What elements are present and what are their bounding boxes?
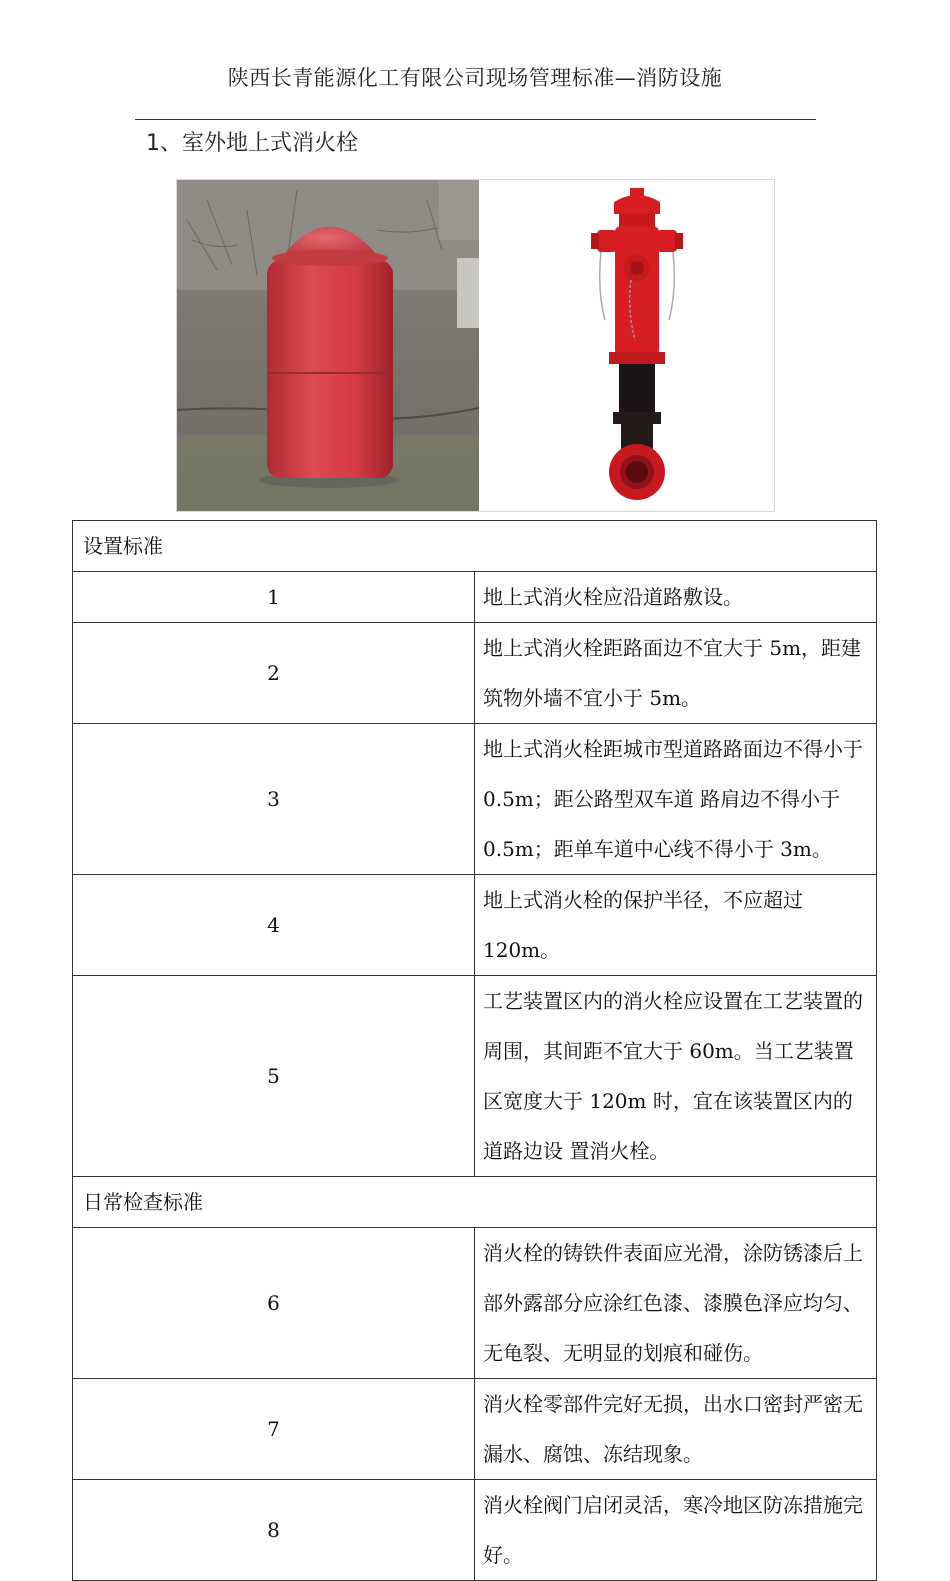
row-text: 地上式消火栓距路面边不宜大于 5m，距建筑物外墙不宜小于 5m。 xyxy=(475,623,877,724)
table-row xyxy=(73,623,877,724)
row-number: 6 xyxy=(73,1228,475,1379)
row-text: 消火栓的铸铁件表面应光滑，涂防锈漆后上部外露部分应涂红色漆、漆膜色泽应均匀、无龟裂、无明显的划痕和碰伤。 xyxy=(475,1228,877,1379)
hydrant-product-photo xyxy=(479,180,775,512)
row-number: 4 xyxy=(73,875,475,976)
row-text: 消火栓零部件完好无损，出水口密封严密无漏水、腐蚀、冻结现象。 xyxy=(475,1379,877,1480)
page-header: 陕西长青能源化工有限公司现场管理标准—消防设施 xyxy=(227,66,723,90)
row-text: 地上式消火栓距城市型道路路面边不得小于 0.5m；距公路型双车道 路肩边不得小于 0.5m；距单车道中心线不得小于 3m。 xyxy=(475,724,877,875)
row-number: 5 xyxy=(73,976,475,1177)
row-number: 7 xyxy=(73,1379,475,1480)
row-text: 消火栓阀门启闭灵活，寒冷地区防冻措施完好。 xyxy=(475,1480,877,1581)
table-row xyxy=(73,1228,877,1379)
row-number: 1 xyxy=(73,572,475,623)
table-row xyxy=(73,976,877,1177)
row-text: 工艺装置区内的消火栓应设置在工艺装置的周围，其间距不宜大于 60m。当工艺装置区宽度大于 120m 时，宜在该装置区内的道路边设 置消火栓。 xyxy=(475,976,877,1177)
hydrant-photos xyxy=(176,179,775,512)
section-title: 1、室外地上式消火栓 xyxy=(146,131,358,156)
table-row xyxy=(73,572,877,623)
group-heading: 设置标准 xyxy=(73,521,877,572)
row-text: 地上式消火栓的保护半径，不应超过 120m。 xyxy=(475,875,877,976)
group-heading: 日常检查标准 xyxy=(73,1177,877,1228)
row-number: 8 xyxy=(73,1480,475,1581)
covered-hydrant-photo xyxy=(177,180,479,512)
group-heading-row xyxy=(73,521,877,572)
group-heading-row xyxy=(73,1177,877,1228)
table-row xyxy=(73,1480,877,1581)
header-divider xyxy=(135,119,816,120)
row-number: 2 xyxy=(73,623,475,724)
table-row xyxy=(73,875,877,976)
row-number: 3 xyxy=(73,724,475,875)
table-row xyxy=(73,1379,877,1480)
standards-table xyxy=(72,520,877,1581)
table-row xyxy=(73,724,877,875)
row-text: 地上式消火栓应沿道路敷设。 xyxy=(475,572,877,623)
